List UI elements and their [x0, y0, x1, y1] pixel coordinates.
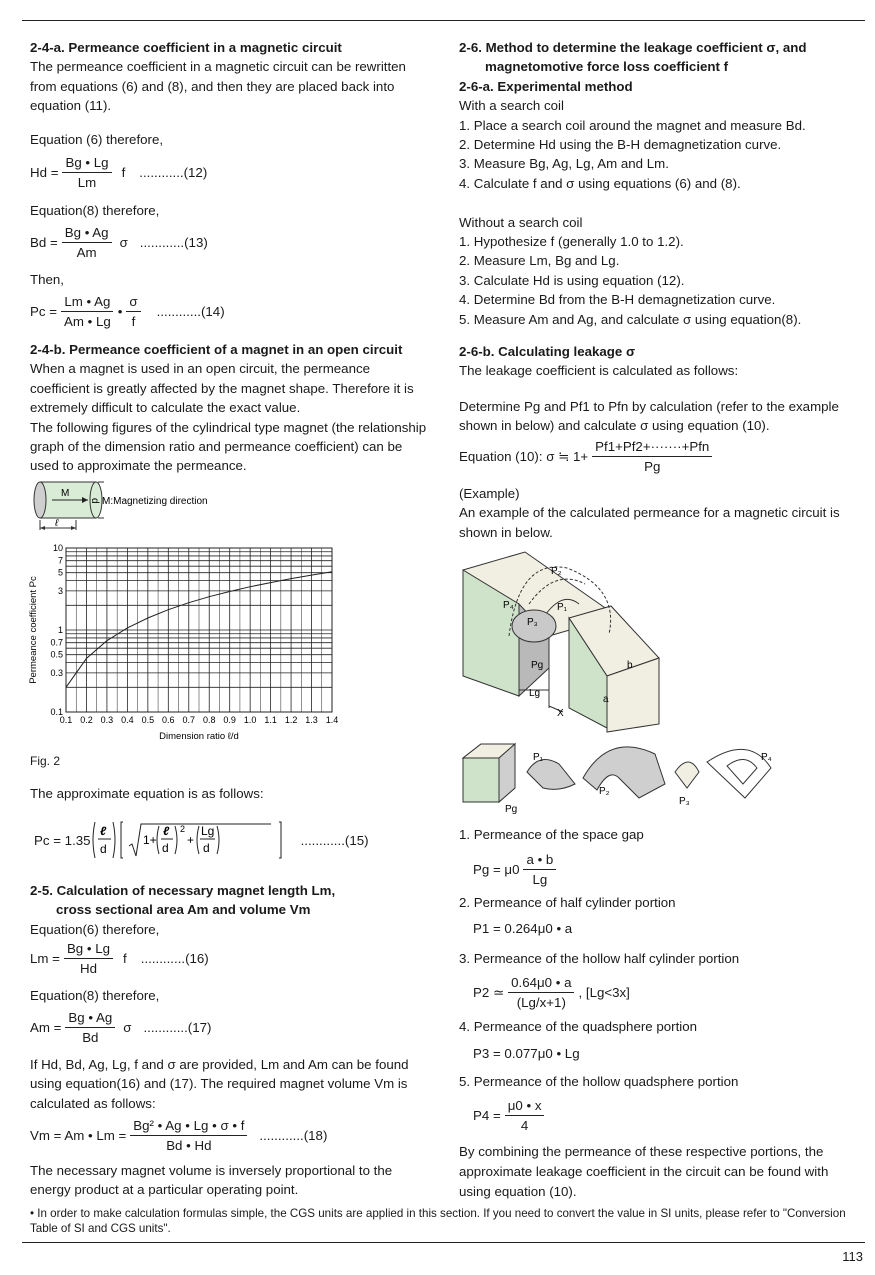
- paragraph: When a magnet is used in an open circuit, the permeance coefficient is greatly affected by the magnet shape. Therefore it is extremely difficult to calculate the exact value.: [30, 361, 414, 416]
- paragraph-conclusion: By combining the permeance of these respective portions, the approximate leakage coefficient in the circuit can be found with using equation (10).: [459, 1144, 829, 1199]
- example-heading: (Example): [459, 486, 520, 501]
- section-title-2-6-a: 2-6-a. Experimental method: [459, 78, 633, 94]
- equation-13: [30, 224, 208, 261]
- y-tick-label: 0.1: [50, 707, 63, 717]
- eq-lhs: Bd =: [30, 235, 58, 250]
- y-tick-label: 10: [52, 543, 63, 553]
- section-title-2-5-cont: cross sectional area Am and volume Vm: [56, 902, 311, 918]
- fraction: [592, 438, 712, 475]
- svg-text:ℓ: ℓ: [99, 824, 106, 838]
- label-lg: Lg: [529, 688, 541, 699]
- section-title-2-4-a: 2-4-a. Permeance coefficient in a magnetic circuit: [30, 40, 342, 55]
- magnetic-circuit-diagram: [459, 548, 669, 733]
- eq-ref: ............(15): [300, 832, 369, 848]
- svg-text:d: d: [99, 842, 107, 856]
- x-tick-label: 1.3: [305, 715, 318, 725]
- fraction: [62, 154, 111, 191]
- numerator: Bg • Lg: [62, 154, 111, 173]
- equation-p1: P1 = 0.264μ0 • a: [473, 921, 573, 936]
- label-a: a: [603, 694, 609, 705]
- eq-lhs: Am =: [30, 1020, 62, 1035]
- eq-dot: •: [117, 304, 123, 319]
- equation-14: [30, 293, 225, 330]
- label-p1: P₁: [557, 602, 568, 613]
- equation-15-bracket-expression: [91, 818, 291, 862]
- list-item: 3. Measure Bg, Ag, Lg, Am and Lm.: [459, 156, 669, 172]
- y-tick-label: 7: [57, 555, 63, 566]
- x-tick-label: 0.7: [182, 715, 196, 725]
- equation-p3: P3 = 0.077μ0 • Lg: [473, 1046, 580, 1061]
- x-tick-label: 1.0: [243, 715, 257, 725]
- magnet-d-label: d: [89, 498, 100, 504]
- svg-text:+: +: [186, 833, 194, 847]
- label-p1-small: P₁: [533, 752, 544, 763]
- fraction: [508, 974, 574, 1011]
- magnet-dir-label: M:Magnetizing direction: [102, 496, 208, 507]
- permeance-portions-diagram: [459, 738, 789, 814]
- paragraph: The following figures of the cylindrical type magnet (the relationship graph of the dimension ratio and permeance coefficient) can be used to approximate the permeance.: [30, 419, 427, 474]
- numerator: a • b: [523, 851, 556, 870]
- fraction: [505, 1097, 545, 1134]
- equation-15: [34, 818, 369, 862]
- x-axis-label: Dimension ratio ℓ/d: [159, 731, 239, 742]
- paragraph: The leakage coefficient is calculated as follows:: [459, 363, 739, 379]
- svg-text:d: d: [202, 841, 210, 855]
- label-p3-small: P₃: [679, 796, 690, 807]
- denominator: Hd: [79, 961, 97, 976]
- denominator: (Lg/x+1): [516, 995, 566, 1010]
- numerator: Bg² • Ag • Lg • σ • f: [130, 1117, 247, 1136]
- denominator: Bd • Hd: [166, 1138, 212, 1153]
- fraction: [126, 293, 140, 330]
- equation-18: [30, 1117, 327, 1154]
- eq-lhs: Vm = Am • Lm =: [30, 1128, 127, 1143]
- text-equation6-therefore-2: Equation(6) therefore,: [30, 921, 160, 937]
- section-title-2-6-b: 2-6-b. Calculating leakage σ: [459, 344, 636, 359]
- svg-text:1+: 1+: [142, 833, 157, 847]
- numerator: Bg • Lg: [64, 940, 113, 959]
- y-tick-label: 0.5: [50, 649, 63, 660]
- eq-lhs: Equation (10): σ ≒ 1+: [459, 448, 589, 464]
- list-item: 2. Measure Lm, Bg and Lg.: [459, 253, 620, 269]
- numerator: Bg • Ag: [65, 1009, 115, 1028]
- denominator: Am: [76, 245, 97, 260]
- example-block: [459, 484, 859, 542]
- eq-ref: ............(12): [139, 165, 208, 180]
- section-2-5: [30, 881, 430, 939]
- fraction: [61, 293, 114, 330]
- denominator: Lm: [77, 175, 97, 190]
- eq-lhs: P4 =: [473, 1108, 501, 1123]
- list-title-4: 4. Permeance of the quadsphere portion: [459, 1019, 698, 1034]
- equation-16: [30, 940, 209, 977]
- section-2-4-b: [30, 340, 430, 476]
- numerator: Lm • Ag: [61, 293, 113, 312]
- y-tick-label: 0.3: [50, 667, 63, 678]
- text-then: Then,: [30, 272, 65, 287]
- fraction: [130, 1117, 247, 1154]
- label-p4: P₄: [503, 600, 514, 611]
- eq-factor: f: [121, 165, 126, 180]
- eq-lhs: Pc = 1.35: [34, 832, 91, 848]
- section-2-6-b: [459, 342, 859, 381]
- x-tick-label: 0.3: [100, 715, 114, 725]
- eq-factor: σ: [123, 1020, 132, 1035]
- eq-factor: σ: [119, 235, 128, 250]
- x-tick-label: 0.9: [223, 715, 236, 725]
- text-equation8-therefore-2: Equation(8) therefore,: [30, 988, 160, 1003]
- label-p4-small: P₄: [761, 752, 772, 763]
- list-title-1: 1. Permeance of the space gap: [459, 827, 644, 842]
- x-tick-label: 1.2: [284, 715, 298, 725]
- label-p2: P₂: [551, 566, 562, 577]
- y-tick-label: 0.7: [50, 637, 63, 648]
- x-tick-label: 0.6: [162, 715, 175, 725]
- numerator: 0.64μ0 • a: [508, 974, 574, 993]
- eq-lhs: Pc =: [30, 304, 57, 319]
- svg-text:ℓ: ℓ: [162, 824, 169, 838]
- list-item: 3. Calculate Hd is using equation (12).: [459, 272, 685, 288]
- list-item: 4. Calculate f and σ using equations (6) and (8).: [459, 175, 741, 191]
- cylinder-magnet-sketch: [30, 478, 250, 538]
- section-title-2-6: 2-6. Method to determine the leakage coefficient σ, and: [459, 40, 807, 55]
- denominator: Lg: [532, 872, 548, 887]
- denominator: Bd: [82, 1030, 99, 1045]
- y-tick-label: 1: [57, 625, 63, 635]
- section-title-2-4-b: 2-4-b. Permeance coefficient of a magnet in an open circuit: [30, 342, 403, 357]
- label-pg: Pg: [531, 660, 544, 671]
- label-x: X: [557, 708, 564, 719]
- page-number: 113: [842, 1249, 863, 1264]
- list-item: 1. Place a search coil around the magnet and measure Bd.: [459, 117, 806, 133]
- fraction: [65, 1009, 115, 1046]
- magnet-m-label: M: [61, 488, 70, 499]
- list-item: 1. Hypothesize f (generally 1.0 to 1.2).: [459, 234, 684, 250]
- eq-lhs: Lm =: [30, 951, 60, 966]
- equation-p4: [473, 1097, 548, 1134]
- eq-ref: ............(17): [143, 1020, 212, 1035]
- paragraph: An example of the calculated permeance for a magnetic circuit is shown in below.: [459, 505, 840, 540]
- numerator: σ: [126, 293, 140, 312]
- text-approx: The approximate equation is as follows:: [30, 786, 264, 801]
- equation-p2: [473, 974, 630, 1011]
- x-tick-label: 1.4: [325, 715, 339, 725]
- svg-text:Lg: Lg: [200, 824, 214, 838]
- paragraph: Determine Pg and Pf1 to Pfn by calculation (refer to the example shown in below) and calculate σ using equation (10).: [459, 399, 839, 434]
- list-item: 5. Measure Am and Ag, and calculate σ using equation(8).: [459, 311, 802, 327]
- x-tick-label: 0.2: [80, 715, 93, 725]
- fraction: [523, 851, 556, 888]
- eq-ref: ............(14): [156, 304, 225, 319]
- eq-lhs: P2 ≃: [473, 984, 505, 1000]
- equation-12: [30, 154, 207, 191]
- footnote: • In order to make calculation formulas simple, the CGS units are applied in this section. If you need to convert the value in SI units, please refer to "Conversion Table of SI and CGS units".: [30, 1207, 846, 1235]
- equation-pg: [473, 851, 560, 888]
- fraction: [62, 224, 112, 261]
- eq-ref: ............(13): [139, 235, 208, 250]
- denominator: f: [131, 314, 136, 329]
- section-title-2-6-cont: magnetomotive force loss coefficient f: [485, 59, 729, 75]
- list-title-2: 2. Permeance of half cylinder portion: [459, 895, 676, 910]
- section-title-2-5: 2-5. Calculation of necessary magnet length Lm,: [30, 883, 336, 898]
- numerator: Pf1+Pf2+·······+Pfn: [592, 438, 712, 457]
- numerator: Bg • Ag: [62, 224, 112, 243]
- fraction: [64, 940, 113, 977]
- permeance-chart: [26, 538, 346, 748]
- eq-ref: ............(16): [140, 951, 209, 966]
- equation-10: [459, 438, 716, 475]
- list-item: 2. Determine Hd using the B-H demagnetization curve.: [459, 137, 782, 153]
- subheading-without-coil: Without a search coil: [459, 214, 583, 230]
- label-p2-small: P₂: [599, 786, 610, 797]
- list-title-3: 3. Permeance of the hollow half cylinder portion: [459, 951, 740, 966]
- list-item: 4. Determine Bd from the B-H demagnetization curve.: [459, 292, 776, 308]
- y-tick-label: 5: [57, 567, 63, 578]
- x-tick-label: 1.1: [264, 715, 277, 725]
- equation-17: [30, 1009, 211, 1046]
- eq-ref: ............(18): [259, 1128, 328, 1143]
- paragraph: The permeance coefficient in a magnetic circuit can be rewritten from equations (6) and (8), and then they are placed back into equation (11).: [30, 59, 406, 114]
- eq-condition: , [Lg<3x]: [578, 985, 630, 1000]
- bottom-rule: [22, 1242, 865, 1243]
- numerator: μ0 • x: [505, 1097, 545, 1116]
- figure-caption: Fig. 2: [30, 754, 61, 768]
- text-equation8-therefore: Equation(8) therefore,: [30, 203, 160, 218]
- eq-factor: f: [123, 951, 127, 966]
- top-rule: [22, 20, 865, 21]
- label-p3: P₃: [527, 617, 538, 628]
- left-column: [30, 38, 430, 116]
- text-equation6-therefore: Equation (6) therefore,: [30, 132, 164, 147]
- x-tick-label: 0.8: [202, 715, 216, 725]
- eq-lhs: Hd =: [30, 165, 59, 180]
- svg-text:d: d: [161, 841, 169, 855]
- y-tick-label: 3: [57, 585, 63, 596]
- x-tick-label: 0.5: [141, 715, 155, 725]
- label-b: b: [627, 660, 633, 671]
- eq-lhs: Pg = μ0: [473, 862, 520, 877]
- right-column-top: [459, 38, 859, 329]
- denominator: 4: [520, 1118, 529, 1133]
- denominator: Pg: [644, 459, 661, 474]
- svg-text:2: 2: [179, 824, 185, 834]
- x-tick-label: 0.1: [59, 715, 73, 725]
- paragraph: If Hd, Bd, Ag, Lg, f and σ are provided, Lm and Am can be found using equation(16) and (17). The required magnet volume Vm is calculated as follows:: [30, 1057, 409, 1111]
- list-title-5: 5. Permeance of the hollow quadsphere portion: [459, 1074, 739, 1089]
- paragraph: The necessary magnet volume is inversely proportional to the energy product at a particular operating point.: [30, 1163, 393, 1198]
- denominator: Am • Lg: [63, 314, 111, 329]
- magnet-l-label: ℓ: [55, 518, 59, 529]
- y-axis-label: Permeance coefficient Pc: [28, 576, 39, 684]
- x-tick-label: 0.4: [121, 715, 134, 725]
- subheading-with-coil: With a search coil: [459, 98, 564, 114]
- label-pg-small: Pg: [505, 804, 518, 814]
